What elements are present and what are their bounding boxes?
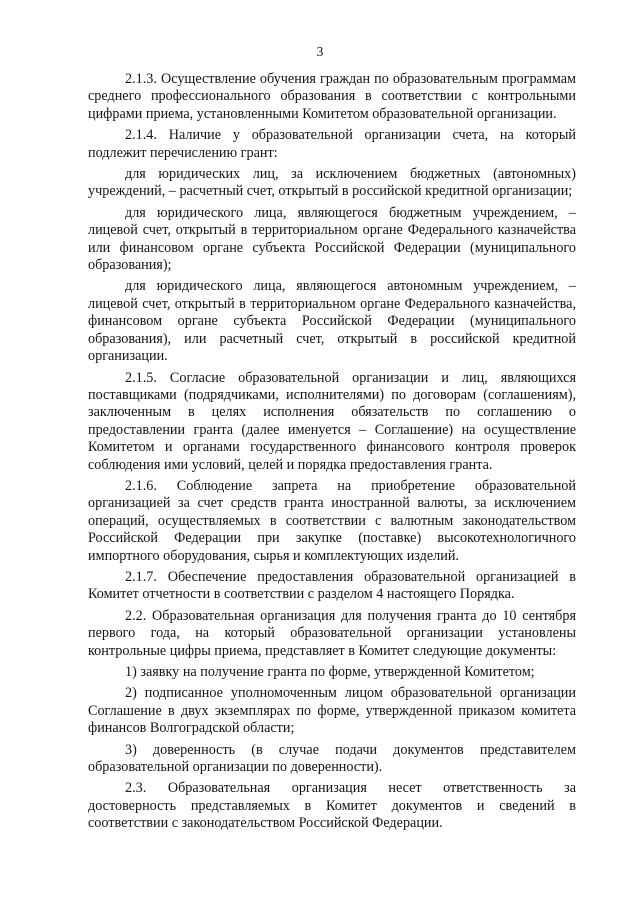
paragraph-2-3: 2.3. Образовательная организация несет ответственность за достоверность представляемых в Комитет документов и сведений в соответствии с законодательством Российской Федерации. — [88, 780, 576, 832]
paragraph-2-1-7: 2.1.7. Обеспечение предоставления образовательной организацией в Комитет отчетности в соответствии с разделом 4 настоящего Порядка. — [88, 568, 576, 603]
paragraph-autonomous-institution-account: для юридического лица, являющегося автономным учреждением, – лицевой счет, открытый в территориальном органе Федерального казначейства, финансовом органе субъекта Российской Федерации (муниципального образования), или расчетный счет, открытый в российской кредитной организации. — [88, 278, 576, 365]
paragraph-budget-institution-account: для юридического лица, являющегося бюджетным учреждением, – лицевой счет, открытый в территориальном органе Федерального казначейства или финансовом органе субъекта Российской Федерации (муниципального образования); — [88, 204, 576, 274]
paragraph-document-2: 2) подписанное уполномоченным лицом образовательной организации Соглашение в двух экземплярах по форме, утвержденной приказом комитета финансов Волгоградской области; — [88, 685, 576, 737]
document-body — [88, 71, 576, 833]
paragraph-2-1-5: 2.1.5. Согласие образовательной организации и лиц, являющихся поставщиками (подрядчиками, исполнителями) по договорам (соглашениям), заключенным в целях исполнения обязательств по соглашению о предоставлении гранта (далее именуется – Соглашение) на осуществление Комитетом и органами государственного финансового контроля проверок соблюдения ими условий, целей и порядка предоставления гранта. — [88, 369, 576, 473]
paragraph-2-2: 2.2. Образовательная организация для получения гранта до 10 сентября первого года, на который образовательной организации установлены контрольные цифры приема, представляет в Комитет следующие документы: — [88, 607, 576, 659]
page-number: 3 — [316, 44, 324, 59]
paragraph-2-1-6: 2.1.6. Соблюдение запрета на приобретение образовательной организацией за счет средств гранта иностранной валюты, за исключением операций, осуществляемых в соответствии с валютным законодательством Российской Федерации при закупке (поставке) высокотехнологичного импортного оборудования, сырья и комплектующих изделий. — [88, 477, 576, 564]
paragraph-2-1-3: 2.1.3. Осуществление обучения граждан по образовательным программам среднего профессионального образования в соответствии с контрольными цифрами приема, установленными Комитетом образовательной организации. — [88, 71, 576, 122]
paragraph-document-1: 1) заявку на получение гранта по форме, утвержденной Комитетом; — [125, 664, 535, 680]
paragraph-2-1-4: 2.1.4. Наличие у образовательной организации счета, на который подлежит перечислению грант: — [88, 127, 576, 161]
paragraph-legal-entities-account: для юридических лиц, за исключением бюджетных (автономных) учреждений, – расчетный счет, открытый в российской кредитной организации; — [88, 166, 576, 200]
paragraph-document-3: 3) доверенность (в случае подачи документов представителем образовательной организации по доверенности). — [88, 741, 576, 776]
